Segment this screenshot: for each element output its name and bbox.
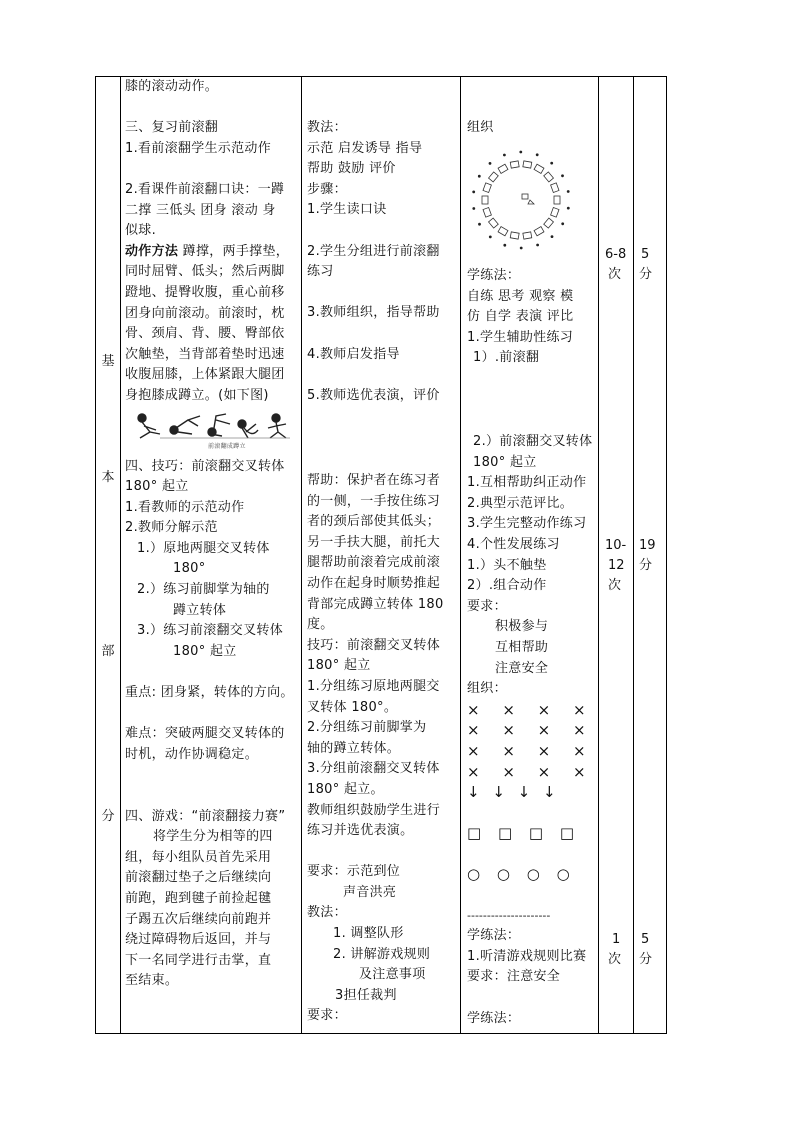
help-line: 帮助：保护者在练习者 bbox=[307, 473, 441, 488]
help-line: 1.分组练习原地两腿交 bbox=[307, 678, 440, 694]
requirement-line: 声音洪亮 bbox=[343, 884, 397, 900]
teaching-column bbox=[307, 118, 459, 406]
method-line: 次触垫，当背部着垫时迅速 bbox=[125, 346, 285, 362]
game-line: 前滚翻过垫子之后继续向 bbox=[125, 870, 272, 886]
help-line: 180° 起立 bbox=[307, 658, 371, 674]
help-line: 的一侧，一手按住练习 bbox=[307, 493, 441, 509]
difficulty: 难点：突破两腿交叉转体的 bbox=[125, 726, 285, 742]
student-marker bbox=[536, 153, 539, 156]
student-marker bbox=[519, 151, 522, 154]
student-marker bbox=[503, 154, 506, 157]
figure-caption: 前滚翻成蹲立 bbox=[208, 442, 246, 450]
sub-step: 180° 起立 bbox=[173, 643, 237, 659]
sub-step: 180° bbox=[173, 561, 206, 577]
cone-row: ○ ○ ○ ○ bbox=[467, 865, 576, 884]
requirement-item: 积极参与 bbox=[495, 619, 549, 635]
student-marker bbox=[520, 247, 523, 250]
method-line: 动作方法 蹲撑，两手撑垫， bbox=[125, 243, 290, 259]
sub-step: 蹲立转体 bbox=[173, 602, 227, 618]
learn-line: 要求：注意安全 bbox=[467, 969, 561, 985]
help-line: 练习并选优表演。 bbox=[307, 823, 414, 839]
table-line-5 bbox=[633, 76, 634, 1034]
sub-step: 2.）练习前脚掌为轴的 bbox=[137, 582, 270, 598]
duration-3a: 5 bbox=[641, 932, 650, 947]
table-line-right bbox=[666, 76, 667, 1034]
learn-title: 学练法： bbox=[467, 1010, 521, 1026]
game-heading: 四、游戏：“前滚翻接力赛” bbox=[125, 808, 286, 824]
method-line: 蹬地、提臀收腹，重心前移 bbox=[125, 284, 285, 300]
requirement-line: 要求：示范到位 bbox=[307, 864, 401, 880]
teach-label: 教法： bbox=[307, 905, 347, 921]
requirement-item: 注意安全 bbox=[495, 660, 549, 676]
forward-roll-illustration bbox=[130, 410, 295, 442]
mat-marker bbox=[498, 164, 508, 173]
game-line: 子踢五次后继续向前跑并 bbox=[125, 911, 272, 927]
game-line: 至结束。 bbox=[125, 973, 179, 989]
learn-line: 2.典型示范评比。 bbox=[467, 495, 574, 511]
organization-column-2 bbox=[467, 432, 597, 1029]
teaching-column-help bbox=[307, 471, 459, 1027]
method-line: 团身向前滚动。前滚时，枕 bbox=[125, 305, 285, 321]
learn-line: 1.听清游戏规则比赛 bbox=[467, 948, 587, 964]
game-line: 前跑，跑到毽子前捡起毽 bbox=[125, 890, 272, 906]
method-line: 收腹屈膝，上体紧跟大腿团 bbox=[125, 367, 285, 383]
org-title: 组织 bbox=[467, 120, 494, 135]
learn-line: 2.）前滚翻交叉转体 bbox=[473, 434, 593, 449]
teach-line: 5.教师选优表演，评价 bbox=[307, 387, 440, 403]
game-line: 下一名同学进行击掌，直 bbox=[125, 952, 272, 968]
mat-marker bbox=[534, 227, 544, 236]
formation-row: × × × × bbox=[467, 700, 595, 719]
requirement-item: 互相帮助 bbox=[495, 639, 549, 655]
teach-line: 练习 bbox=[307, 264, 334, 280]
student-marker bbox=[472, 191, 475, 194]
mat-row: □ □ □ □ bbox=[467, 824, 580, 843]
mat-marker bbox=[523, 232, 532, 239]
student-marker bbox=[550, 162, 553, 165]
review-heading: 三、复习前滚翻 bbox=[125, 120, 219, 136]
content-line: 180° 起立 bbox=[125, 479, 189, 495]
help-line: 技巧：前滚翻交叉转体 bbox=[307, 637, 441, 653]
times-1b: 次 bbox=[608, 267, 622, 282]
content-line: 2.看课件前滚翻口诀：一蹲 bbox=[125, 181, 285, 197]
content-line: 似球. bbox=[125, 223, 157, 239]
learn-line: 1.学生辅助性练习 bbox=[467, 329, 574, 345]
mat-marker bbox=[544, 172, 554, 182]
help-line: 3.分组前滚翻交叉转体 bbox=[307, 761, 440, 777]
mat-marker bbox=[498, 227, 508, 236]
learn-line: 3.学生完整动作练习 bbox=[467, 516, 587, 532]
method-line: 同时屈臂、低头；然后两脚 bbox=[125, 264, 285, 280]
learn-line: 自练 思考 观察 模 bbox=[467, 288, 574, 304]
teach-line: 示范 启发诱导 指导 bbox=[307, 140, 423, 156]
learn-line: 要求： bbox=[467, 598, 507, 614]
learn-title: 学练法： bbox=[467, 268, 521, 283]
student-marker bbox=[478, 175, 481, 178]
help-line: 背部完成蹲立转体 180 bbox=[307, 596, 444, 612]
help-line: 腿帮助前滚着完成前滚 bbox=[307, 555, 441, 571]
table-bottom-border bbox=[95, 1033, 667, 1034]
mat-marker bbox=[489, 218, 499, 228]
table-line-4 bbox=[598, 76, 599, 1034]
formation-row: × × × × bbox=[467, 741, 595, 760]
method-line: 身抱膝成蹲立。(如下图) bbox=[125, 387, 269, 403]
student-marker bbox=[489, 162, 492, 165]
game-teach-item: 1. 调整队形 bbox=[333, 926, 404, 942]
table-line-1 bbox=[120, 76, 121, 1034]
learn-line: 180° 起立 bbox=[473, 454, 537, 470]
student-marker bbox=[503, 244, 506, 247]
sub-step: 1.）原地两腿交叉转体 bbox=[137, 540, 270, 556]
learn-line: 1.互相帮助纠正动作 bbox=[467, 475, 587, 491]
arrow-row: ↓ ↓ ↓ ↓ bbox=[467, 783, 560, 802]
teach-line: 4.教师启发指导 bbox=[307, 346, 400, 362]
method-title: 动作方法 bbox=[125, 243, 179, 259]
times-3b: 次 bbox=[608, 952, 622, 967]
student-marker bbox=[472, 207, 475, 210]
learn-title: 学练法： bbox=[467, 928, 521, 944]
game-teach-item: 3担任裁判 bbox=[335, 987, 397, 1003]
duration-2a: 19 bbox=[639, 538, 656, 553]
student-marker bbox=[551, 235, 554, 238]
content-line: 二撑 三低头 团身 滚动 身 bbox=[125, 202, 276, 218]
duration-1a: 5 bbox=[641, 247, 650, 262]
section-char-2: 本 bbox=[101, 470, 115, 485]
mat-marker bbox=[554, 196, 560, 204]
help-line: 另一手扶大腿，前托大 bbox=[307, 534, 441, 550]
circle-formation-diagram bbox=[466, 146, 576, 254]
formation-row: × × × × bbox=[467, 721, 595, 740]
teach-line: 帮助 鼓励 评价 bbox=[307, 161, 396, 177]
content-line: 1.看前滚翻学生示范动作 bbox=[125, 140, 272, 156]
student-marker bbox=[561, 174, 564, 177]
table-line-2 bbox=[301, 76, 302, 1034]
mat-marker bbox=[551, 208, 559, 218]
duration-2b: 分 bbox=[639, 558, 653, 573]
student-marker bbox=[478, 223, 481, 226]
game-line: 组，每小组队员首先采用 bbox=[125, 849, 272, 865]
organization-column bbox=[467, 266, 597, 369]
content-line: 1.看教师的示范动作 bbox=[125, 499, 245, 515]
section-char-1: 基 bbox=[101, 354, 115, 369]
learn-line: 仿 自学 表演 评比 bbox=[467, 309, 574, 325]
table-line-3 bbox=[460, 76, 461, 1034]
times-1a: 6-8 bbox=[605, 247, 627, 262]
teach-line: 2.学生分组进行前滚翻 bbox=[307, 243, 440, 259]
sub-step: 3.）练习前滚翻交叉转体 bbox=[137, 623, 284, 639]
help-line: 轴的蹲立转体。 bbox=[307, 740, 401, 756]
student-marker bbox=[561, 222, 564, 225]
game-teach-item: 及注意事项 bbox=[359, 967, 426, 983]
student-marker bbox=[489, 236, 492, 239]
difficulty: 时机，动作协调稳定。 bbox=[125, 746, 259, 762]
requirement-line: 要求： bbox=[307, 1008, 347, 1024]
learn-line: 2）.组合动作 bbox=[467, 578, 547, 594]
help-line: 动作在起身时顺势推起 bbox=[307, 575, 441, 591]
help-line: 2.分组练习前脚掌为 bbox=[307, 720, 427, 736]
teach-line: 步骤： bbox=[307, 181, 347, 197]
mat-marker bbox=[534, 164, 544, 173]
mat-marker bbox=[482, 196, 488, 204]
learn-line: 1.）头不触垫 bbox=[467, 557, 547, 573]
method-line: 骨、颈肩、背、腰、臀部依 bbox=[125, 326, 285, 342]
table-line-left bbox=[95, 76, 96, 1034]
teach-label: 教法： bbox=[307, 120, 347, 135]
mat-marker bbox=[483, 208, 491, 218]
game-teach-item: 2. 讲解游戏规则 bbox=[333, 946, 431, 962]
mat-marker bbox=[551, 183, 559, 193]
section-char-3: 部 bbox=[101, 644, 115, 659]
org-label: 组织： bbox=[467, 681, 507, 697]
mat-marker bbox=[489, 172, 499, 182]
help-line: 180° 起立。 bbox=[307, 781, 384, 797]
student-marker bbox=[567, 207, 570, 210]
content-line: 膝的滚动动作。 bbox=[125, 79, 219, 94]
game-line: 将学生分为相等的四 bbox=[153, 829, 273, 845]
help-line: 叉转体 180°。 bbox=[307, 699, 398, 715]
divider-dashes: --------------------- bbox=[467, 908, 551, 922]
formation-row: × × × × bbox=[467, 762, 595, 781]
teach-line: 3.教师组织，指导帮助 bbox=[307, 305, 440, 321]
mat-marker bbox=[544, 218, 554, 228]
times-3a: 1 bbox=[612, 932, 621, 947]
game-line: 绕过障碍物后返回，并与 bbox=[125, 932, 272, 948]
duration-1b: 分 bbox=[639, 267, 653, 282]
skill-heading: 四、技巧：前滚翻交叉转体 bbox=[125, 458, 285, 474]
mat-marker bbox=[510, 232, 519, 239]
student-marker bbox=[536, 244, 539, 247]
duration-3b: 分 bbox=[639, 952, 653, 967]
student-marker bbox=[567, 190, 570, 193]
forward-roll-figure bbox=[130, 410, 299, 454]
content-line: 2.教师分解示范 bbox=[125, 520, 218, 536]
learn-line: 1）.前滚翻 bbox=[473, 350, 540, 366]
mat-marker bbox=[510, 161, 519, 168]
content-column bbox=[125, 77, 299, 992]
help-line: 教师组织鼓励学生进行 bbox=[307, 802, 441, 818]
times-2c: 次 bbox=[608, 578, 622, 593]
section-char-4: 分 bbox=[101, 809, 115, 824]
key-point: 重点: 团身紧，转体的方向。 bbox=[125, 685, 294, 701]
mat-marker bbox=[483, 183, 491, 193]
times-2b: 12 bbox=[608, 558, 625, 573]
times-2a: 10- bbox=[605, 538, 627, 553]
help-line: 度。 bbox=[307, 617, 334, 633]
teach-line: 1.学生读口诀 bbox=[307, 202, 387, 218]
learn-line: 4.个性发展练习 bbox=[467, 536, 560, 552]
help-line: 者的颈后部使其低头； bbox=[307, 514, 441, 530]
mat-marker bbox=[523, 161, 532, 168]
